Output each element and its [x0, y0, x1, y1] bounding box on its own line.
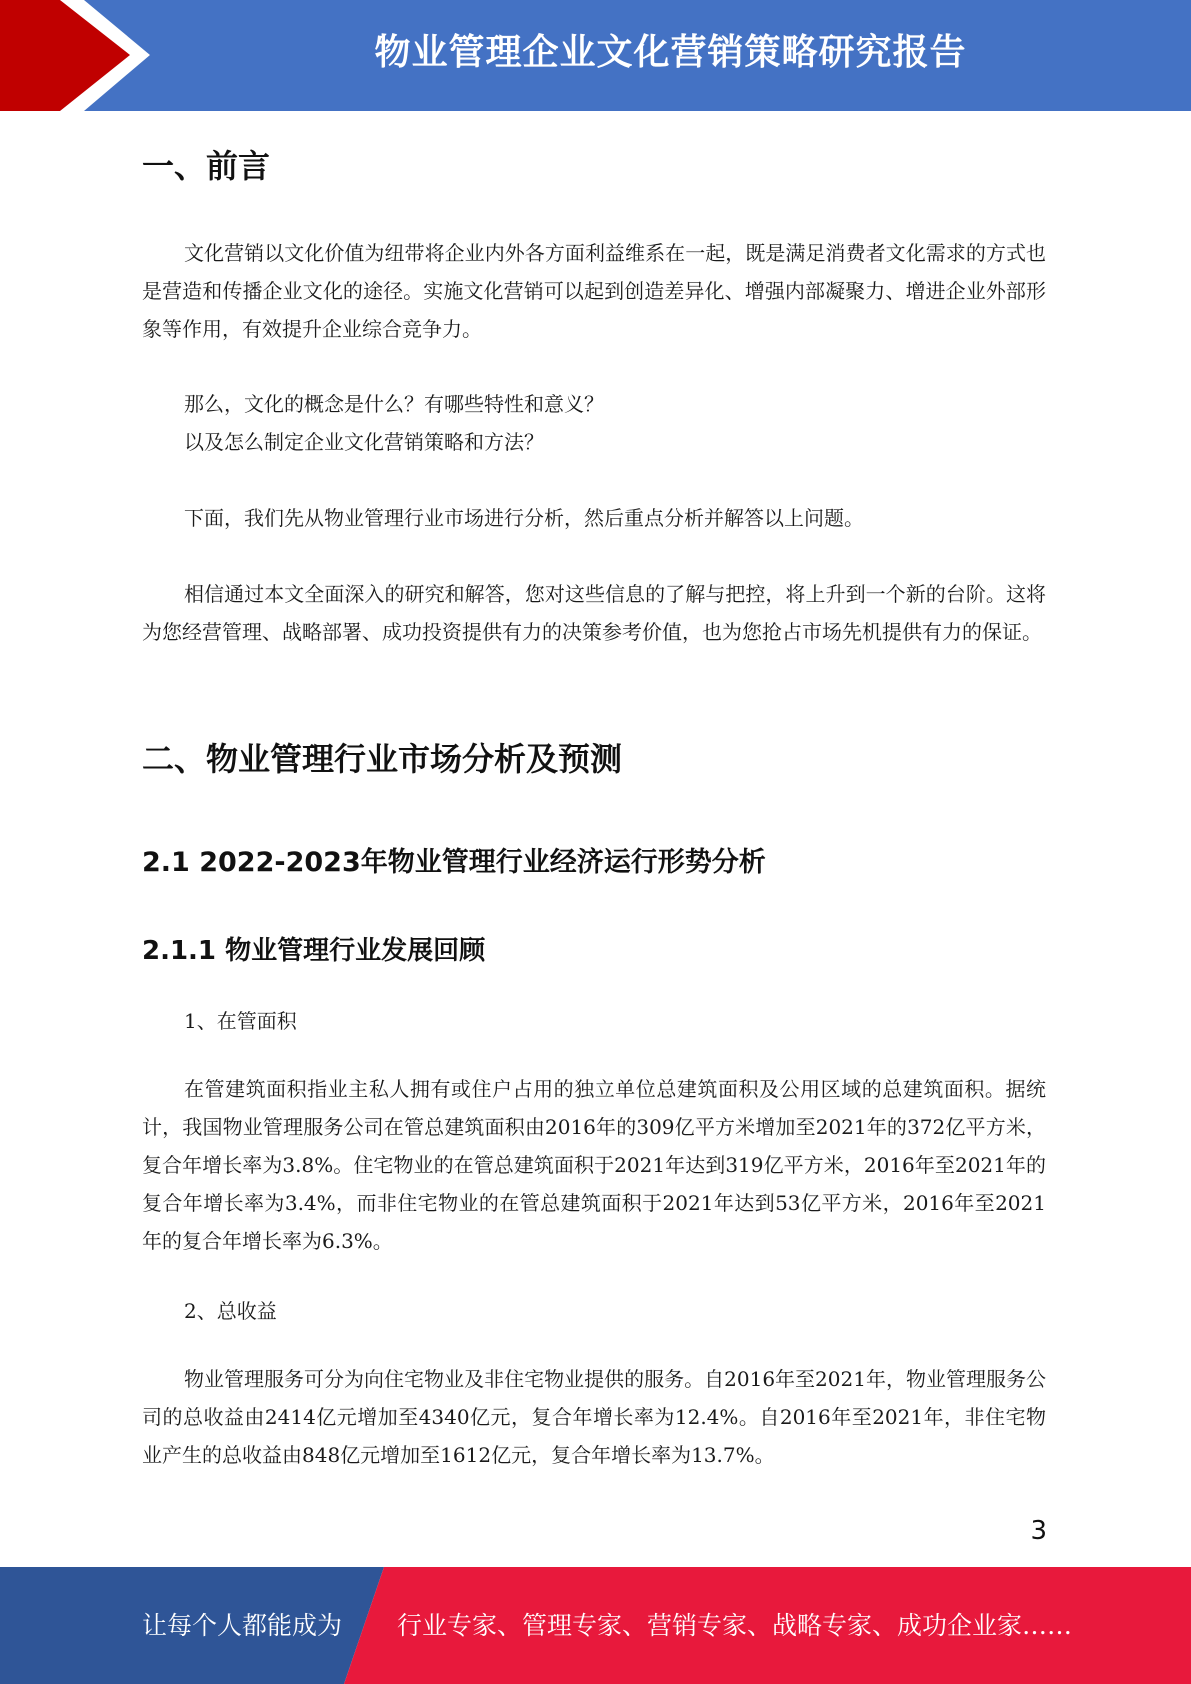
- subsection-heading-2-1-1: 2.1.1 物业管理行业发展回顾: [142, 936, 486, 966]
- item-label-total-revenue: 2、总收益: [184, 1299, 277, 1323]
- page-number: 3: [1030, 1516, 1047, 1546]
- paragraph-managed-area: 在管建筑面积指业主私人拥有或住户占用的独立单位总建筑面积及公用区域的总建筑面积。据统计，我国物业管理服务公司在管总建筑面积由2016年的309亿平方米增加至2021年的372亿平方米，复合年增长率为3.8%。住宅物业的在管总建筑面积于2021年达到319亿平方米，2016年至2021年的复合年增长率为3.4%，而非住宅物业的在管总建筑面积于2021年达到53亿平方米，2016年至2021年的复合年增长率为6.3%。: [142, 1077, 1046, 1253]
- item-label-managed-area: 1、在管面积: [184, 1009, 297, 1033]
- footer-banner: [0, 1567, 1191, 1684]
- subsection-heading-2-1: 2.1 2022-2023年物业管理行业经济运行形势分析: [142, 847, 766, 878]
- paragraph-intro-analysis: 下面，我们先从物业管理行业市场进行分析，然后重点分析并解答以上问题。: [184, 506, 864, 530]
- header-arrow-icon: [0, 0, 160, 111]
- report-title: 物业管理企业文化营销策略研究报告: [374, 32, 967, 73]
- paragraph-question-2: 以及怎么制定企业文化营销策略和方法？: [184, 430, 544, 454]
- paragraph-confidence: 相信通过本文全面深入的研究和解答，您对这些信息的了解与把控，将上升到一个新的台阶。这将为您经营管理、战略部署、成功投资提供有力的决策参考价值，也为您抢占市场先机提供有力的保证。: [142, 582, 1046, 644]
- section-heading-market: 二、物业管理行业市场分析及预测: [142, 740, 623, 778]
- paragraph-culture-marketing: 文化营销以文化价值为纽带将企业内外各方面利益维系在一起，既是满足消费者文化需求的方式也是营造和传播企业文化的途径。实施文化营销可以起到创造差异化、增强内部凝聚力、增进企业外部形象等作用，有效提升企业综合竞争力。: [142, 241, 1046, 341]
- footer-slogan-left: 让每个人都能成为: [142, 1611, 343, 1640]
- header-banner: [0, 0, 1191, 111]
- section-heading-preface: 一、前言: [142, 147, 271, 185]
- footer-slogan-right: 行业专家、管理专家、营销专家、战略专家、成功企业家……: [397, 1611, 1073, 1640]
- paragraph-total-revenue: 物业管理服务可分为向住宅物业及非住宅物业提供的服务。自2016年至2021年，物业管理服务公司的总收益由2414亿元增加至4340亿元，复合年增长率为12.4%。自2016年至2021年，非住宅物业产生的总收益由848亿元增加至1612亿元，复合年增长率为13.7%。: [142, 1367, 1046, 1467]
- paragraph-question-1: 那么，文化的概念是什么？有哪些特性和意义？: [184, 392, 604, 416]
